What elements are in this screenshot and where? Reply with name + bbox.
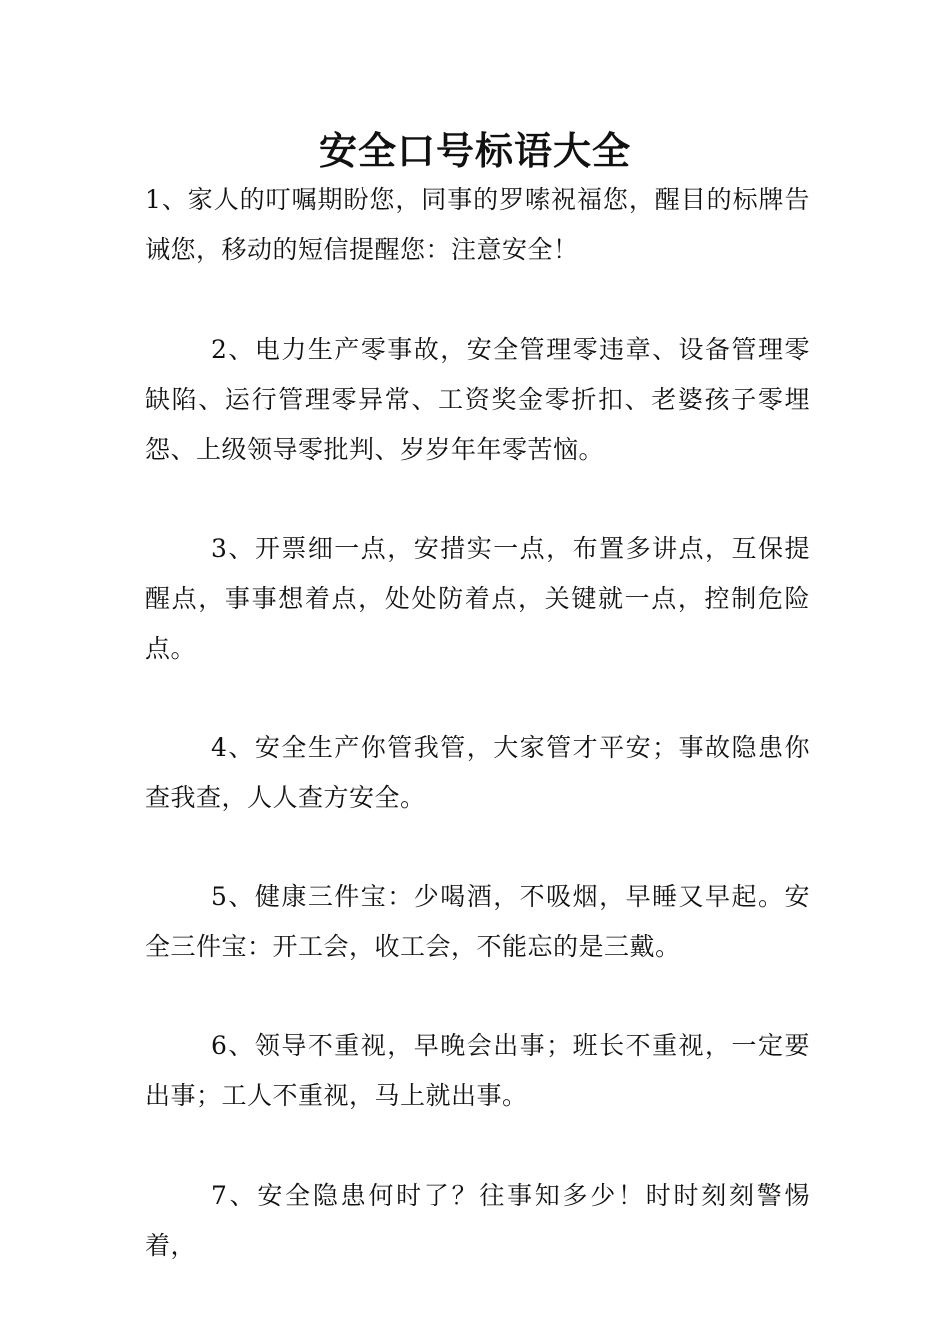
slogan-paragraph-2: 2、电力生产零事故，安全管理零违章、设备管理零缺陷、运行管理零异常、工资奖金零折扣、老婆孩子零埋怨、上级领导零批判、岁岁年年零苦恼。	[145, 335, 810, 464]
slogan-paragraph-7: 7、安全隐患何时了？往事知多少！时时刻刻警惕着，	[145, 1181, 810, 1260]
slogan-paragraph-6: 6、领导不重视，早晚会出事；班长不重视，一定要出事；工人不重视，马上就出事。	[145, 1031, 810, 1110]
slogan-paragraph-5: 5、健康三件宝：少喝酒，不吸烟，早睡又早起。安全三件宝：开工会，收工会，不能忘的是三戴。	[145, 882, 810, 961]
slogan-paragraph-1: 1、家人的叮嘱期盼您，同事的罗嗦祝福您，醒目的标牌告诫您，移动的短信提醒您：注意安全！	[145, 185, 810, 264]
slogan-paragraph-3: 3、开票细一点，安措实一点，布置多讲点，互保提醒点，事事想着点，处处防着点，关键就一点，控制危险点。	[145, 534, 810, 663]
page-title: 安全口号标语大全	[318, 129, 631, 173]
slogan-paragraph-4: 4、安全生产你管我管，大家管才平安；事故隐患你查我查，人人查方安全。	[145, 733, 810, 812]
